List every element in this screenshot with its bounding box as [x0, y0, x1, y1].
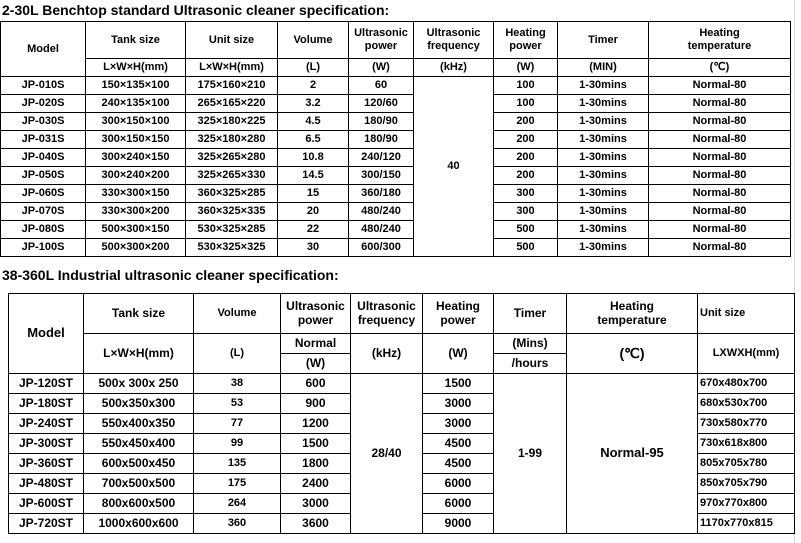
cell-tank-size: 500x350x300 — [84, 394, 194, 414]
table-row — [1, 113, 791, 131]
industrial-spec-table — [8, 293, 795, 534]
table-row — [9, 374, 795, 394]
cell-timer: 1-30mins — [558, 185, 649, 203]
header-ultrasonic-frequency: Ultrasonic frequency — [351, 294, 423, 334]
cell-tank-size: 500×300×150 — [86, 221, 186, 239]
cell-model: JP-050S — [1, 167, 86, 185]
cell-model: JP-030S — [1, 113, 86, 131]
cell-tank-size: 240×135×100 — [86, 95, 186, 113]
cell-ultrasonic-power: 180/90 — [349, 131, 414, 149]
cell-heating-power: 3000 — [423, 394, 494, 414]
cell-tank-size: 300×240×200 — [86, 167, 186, 185]
unit-unit-size: LXWXH(mm) — [698, 334, 795, 374]
cell-model: JP-480ST — [9, 474, 84, 494]
cell-ultrasonic-power: 180/90 — [349, 113, 414, 131]
cell-heating-power: 4500 — [423, 434, 494, 454]
cell-model: JP-060S — [1, 185, 86, 203]
cell-heating-power: 6000 — [423, 474, 494, 494]
cell-ultrasonic-power: 120/60 — [349, 95, 414, 113]
cell-heating-temperature: Normal-80 — [649, 77, 791, 95]
cell-volume: 4.5 — [278, 113, 349, 131]
cell-heating-power: 100 — [494, 95, 558, 113]
table-row — [1, 239, 791, 257]
header-heating-temperature: Heating temperature — [649, 22, 791, 59]
cell-volume: 22 — [278, 221, 349, 239]
cell-tank-size: 300×150×100 — [86, 113, 186, 131]
cell-volume: 3.2 — [278, 95, 349, 113]
table-row — [1, 95, 791, 113]
cell-heating-power: 4500 — [423, 454, 494, 474]
cell-model: JP-031S — [1, 131, 86, 149]
cell-heating-temperature: Normal-80 — [649, 95, 791, 113]
unit-timer: (MIN) — [558, 59, 649, 77]
cell-volume: 135 — [194, 454, 281, 474]
cell-model: JP-020S — [1, 95, 86, 113]
unit-tank-size: L×W×H(mm) — [86, 59, 186, 77]
cell-timer: 1-30mins — [558, 221, 649, 239]
cell-heating-power: 200 — [494, 113, 558, 131]
cell-heating-power: 200 — [494, 149, 558, 167]
power-normal-label: Normal — [281, 334, 351, 354]
cell-model: JP-040S — [1, 149, 86, 167]
header-ultrasonic-frequency: Ultrasonic frequency — [414, 22, 494, 59]
cell-ultrasonic-power: 1200 — [281, 414, 351, 434]
header-ultrasonic-power: Ultrasonic power — [281, 294, 351, 334]
cell-heating-power: 300 — [494, 203, 558, 221]
header-volume: Volume — [278, 22, 349, 59]
cell-timer: 1-30mins — [558, 95, 649, 113]
cell-model: JP-180ST — [9, 394, 84, 414]
unit-unit-size: L×W×H(mm) — [186, 59, 278, 77]
industrial-spec-title: 38-360L Industrial ultrasonic cleaner specification: — [2, 267, 339, 283]
cell-timer: 1-30mins — [558, 77, 649, 95]
cell-model: JP-080S — [1, 221, 86, 239]
cell-unit-size: 360×325×335 — [186, 203, 278, 221]
cell-model: JP-120ST — [9, 374, 84, 394]
cell-ultrasonic-power: 300/150 — [349, 167, 414, 185]
benchtop-spec-title: 2-30L Benchtop standard Ultrasonic cleaner specification: — [2, 2, 390, 18]
unit-frequency: (kHz) — [414, 59, 494, 77]
cell-heating-power: 9000 — [423, 514, 494, 534]
cell-ultrasonic-power: 360/180 — [349, 185, 414, 203]
header-heating-temperature: Heating temperature — [567, 294, 698, 334]
cell-timer: 1-30mins — [558, 239, 649, 257]
unit-ultrasonic-power: (W) — [281, 354, 351, 374]
header-tank-size: Tank size — [84, 294, 194, 334]
cell-unit-size: 325×180×225 — [186, 113, 278, 131]
cell-unit-size: 730x580x770 — [698, 414, 795, 434]
header-model: Model — [9, 294, 84, 374]
cell-model: JP-010S — [1, 77, 86, 95]
cell-unit-size: 670x480x700 — [698, 374, 795, 394]
cell-heating-power: 1500 — [423, 374, 494, 394]
table-row — [1, 77, 791, 95]
cell-unit-size: 850x705x790 — [698, 474, 795, 494]
cell-heating-power: 3000 — [423, 414, 494, 434]
header-model: Model — [1, 22, 86, 77]
cell-model: JP-360ST — [9, 454, 84, 474]
cell-tank-size: 500x 300x 250 — [84, 374, 194, 394]
unit-heating-power: (W) — [494, 59, 558, 77]
cell-unit-size: 360×325×285 — [186, 185, 278, 203]
cell-ultrasonic-power: 240/120 — [349, 149, 414, 167]
cell-heating-power: 200 — [494, 131, 558, 149]
unit-timer-mins: (Mins) — [494, 334, 567, 354]
benchtop-spec-table — [0, 21, 791, 257]
cell-heating-temperature: Normal-80 — [649, 203, 791, 221]
cell-unit-size: 325×180×280 — [186, 131, 278, 149]
cell-heating-temperature: Normal-80 — [649, 149, 791, 167]
unit-frequency: (kHz) — [351, 334, 423, 374]
cell-unit-size: 1170x770x815 — [698, 514, 795, 534]
cell-heating-temperature: Normal-80 — [649, 167, 791, 185]
cell-heating-power: 300 — [494, 185, 558, 203]
cell-timer: 1-30mins — [558, 131, 649, 149]
cell-volume: 10.8 — [278, 149, 349, 167]
cell-tank-size: 600x500x450 — [84, 454, 194, 474]
table-row — [1, 185, 791, 203]
cell-model: JP-240ST — [9, 414, 84, 434]
cell-ultrasonic-power: 480/240 — [349, 221, 414, 239]
cell-ultrasonic-power: 2400 — [281, 474, 351, 494]
temperature-cell: Normal-95 — [567, 374, 698, 534]
header-tank-size: Tank size — [86, 22, 186, 59]
cell-volume: 264 — [194, 494, 281, 514]
cell-unit-size: 325×265×280 — [186, 149, 278, 167]
cell-ultrasonic-power: 1500 — [281, 434, 351, 454]
cell-volume: 175 — [194, 474, 281, 494]
cell-model: JP-070S — [1, 203, 86, 221]
table-row — [1, 167, 791, 185]
cell-tank-size: 300×150×150 — [86, 131, 186, 149]
cell-unit-size: 970x770x800 — [698, 494, 795, 514]
cell-ultrasonic-power: 480/240 — [349, 203, 414, 221]
cell-volume: 99 — [194, 434, 281, 454]
cell-volume: 77 — [194, 414, 281, 434]
cell-tank-size: 550x450x400 — [84, 434, 194, 454]
cell-ultrasonic-power: 600/300 — [349, 239, 414, 257]
cell-heating-temperature: Normal-80 — [649, 239, 791, 257]
header-ultrasonic-power: Ultrasonic power — [349, 22, 414, 59]
cell-tank-size: 550x400x350 — [84, 414, 194, 434]
cell-heating-power: 500 — [494, 221, 558, 239]
cell-tank-size: 330×300×200 — [86, 203, 186, 221]
cell-unit-size: 680x530x700 — [698, 394, 795, 414]
header-volume: Volume — [194, 294, 281, 334]
cell-volume: 15 — [278, 185, 349, 203]
cell-volume: 14.5 — [278, 167, 349, 185]
cell-heating-temperature: Normal-80 — [649, 131, 791, 149]
frequency-cell: 40 — [414, 77, 494, 257]
cell-unit-size: 175×160×210 — [186, 77, 278, 95]
cell-ultrasonic-power: 60 — [349, 77, 414, 95]
cell-heating-power: 500 — [494, 239, 558, 257]
cell-volume: 38 — [194, 374, 281, 394]
timer-cell: 1-99 — [494, 374, 567, 534]
cell-timer: 1-30mins — [558, 149, 649, 167]
unit-heating-temperature: (℃) — [649, 59, 791, 77]
header-unit-size: Unit size — [698, 294, 795, 334]
cell-tank-size: 700x500x500 — [84, 474, 194, 494]
cell-ultrasonic-power: 600 — [281, 374, 351, 394]
unit-volume: (L) — [278, 59, 349, 77]
cell-unit-size: 265×165×220 — [186, 95, 278, 113]
cell-volume: 6.5 — [278, 131, 349, 149]
cell-model: JP-300ST — [9, 434, 84, 454]
table-row — [1, 203, 791, 221]
cell-unit-size: 805x705x780 — [698, 454, 795, 474]
cell-tank-size: 150×135×100 — [86, 77, 186, 95]
cell-volume: 53 — [194, 394, 281, 414]
cell-model: JP-720ST — [9, 514, 84, 534]
cell-tank-size: 800x600x500 — [84, 494, 194, 514]
cell-heating-power: 200 — [494, 167, 558, 185]
cell-ultrasonic-power: 1800 — [281, 454, 351, 474]
cell-unit-size: 530×325×325 — [186, 239, 278, 257]
header-heating-power: Heating power — [423, 294, 494, 334]
cell-heating-temperature: Normal-80 — [649, 185, 791, 203]
cell-ultrasonic-power: 900 — [281, 394, 351, 414]
header-timer: Timer — [494, 294, 567, 334]
cell-volume: 2 — [278, 77, 349, 95]
unit-tank-size: L×W×H(mm) — [84, 334, 194, 374]
cell-model: JP-100S — [1, 239, 86, 257]
header-unit-size: Unit size — [186, 22, 278, 59]
cell-tank-size: 300×240×150 — [86, 149, 186, 167]
cell-timer: 1-30mins — [558, 113, 649, 131]
cell-volume: 360 — [194, 514, 281, 534]
cell-unit-size: 530×325×285 — [186, 221, 278, 239]
cell-heating-power: 100 — [494, 77, 558, 95]
unit-timer-hours: /hours — [494, 354, 567, 374]
header-heating-power: Heating power — [494, 22, 558, 59]
frequency-cell: 28/40 — [351, 374, 423, 534]
table-row — [1, 149, 791, 167]
table-row — [1, 131, 791, 149]
cell-tank-size: 500×300×200 — [86, 239, 186, 257]
cell-model: JP-600ST — [9, 494, 84, 514]
cell-timer: 1-30mins — [558, 167, 649, 185]
cell-heating-temperature: Normal-80 — [649, 221, 791, 239]
unit-volume: (L) — [194, 334, 281, 374]
cell-volume: 30 — [278, 239, 349, 257]
unit-heating-power: (W) — [423, 334, 494, 374]
cell-volume: 20 — [278, 203, 349, 221]
cell-unit-size: 730x618x800 — [698, 434, 795, 454]
cell-tank-size: 330×300×150 — [86, 185, 186, 203]
cell-tank-size: 1000x600x600 — [84, 514, 194, 534]
cell-timer: 1-30mins — [558, 203, 649, 221]
cell-ultrasonic-power: 3600 — [281, 514, 351, 534]
header-timer: Timer — [558, 22, 649, 59]
cell-unit-size: 325×265×330 — [186, 167, 278, 185]
cell-heating-temperature: Normal-80 — [649, 113, 791, 131]
table-row — [1, 221, 791, 239]
unit-ultrasonic-power: (W) — [349, 59, 414, 77]
cell-heating-power: 6000 — [423, 494, 494, 514]
unit-heating-temperature: (℃) — [567, 334, 698, 374]
cell-ultrasonic-power: 3000 — [281, 494, 351, 514]
